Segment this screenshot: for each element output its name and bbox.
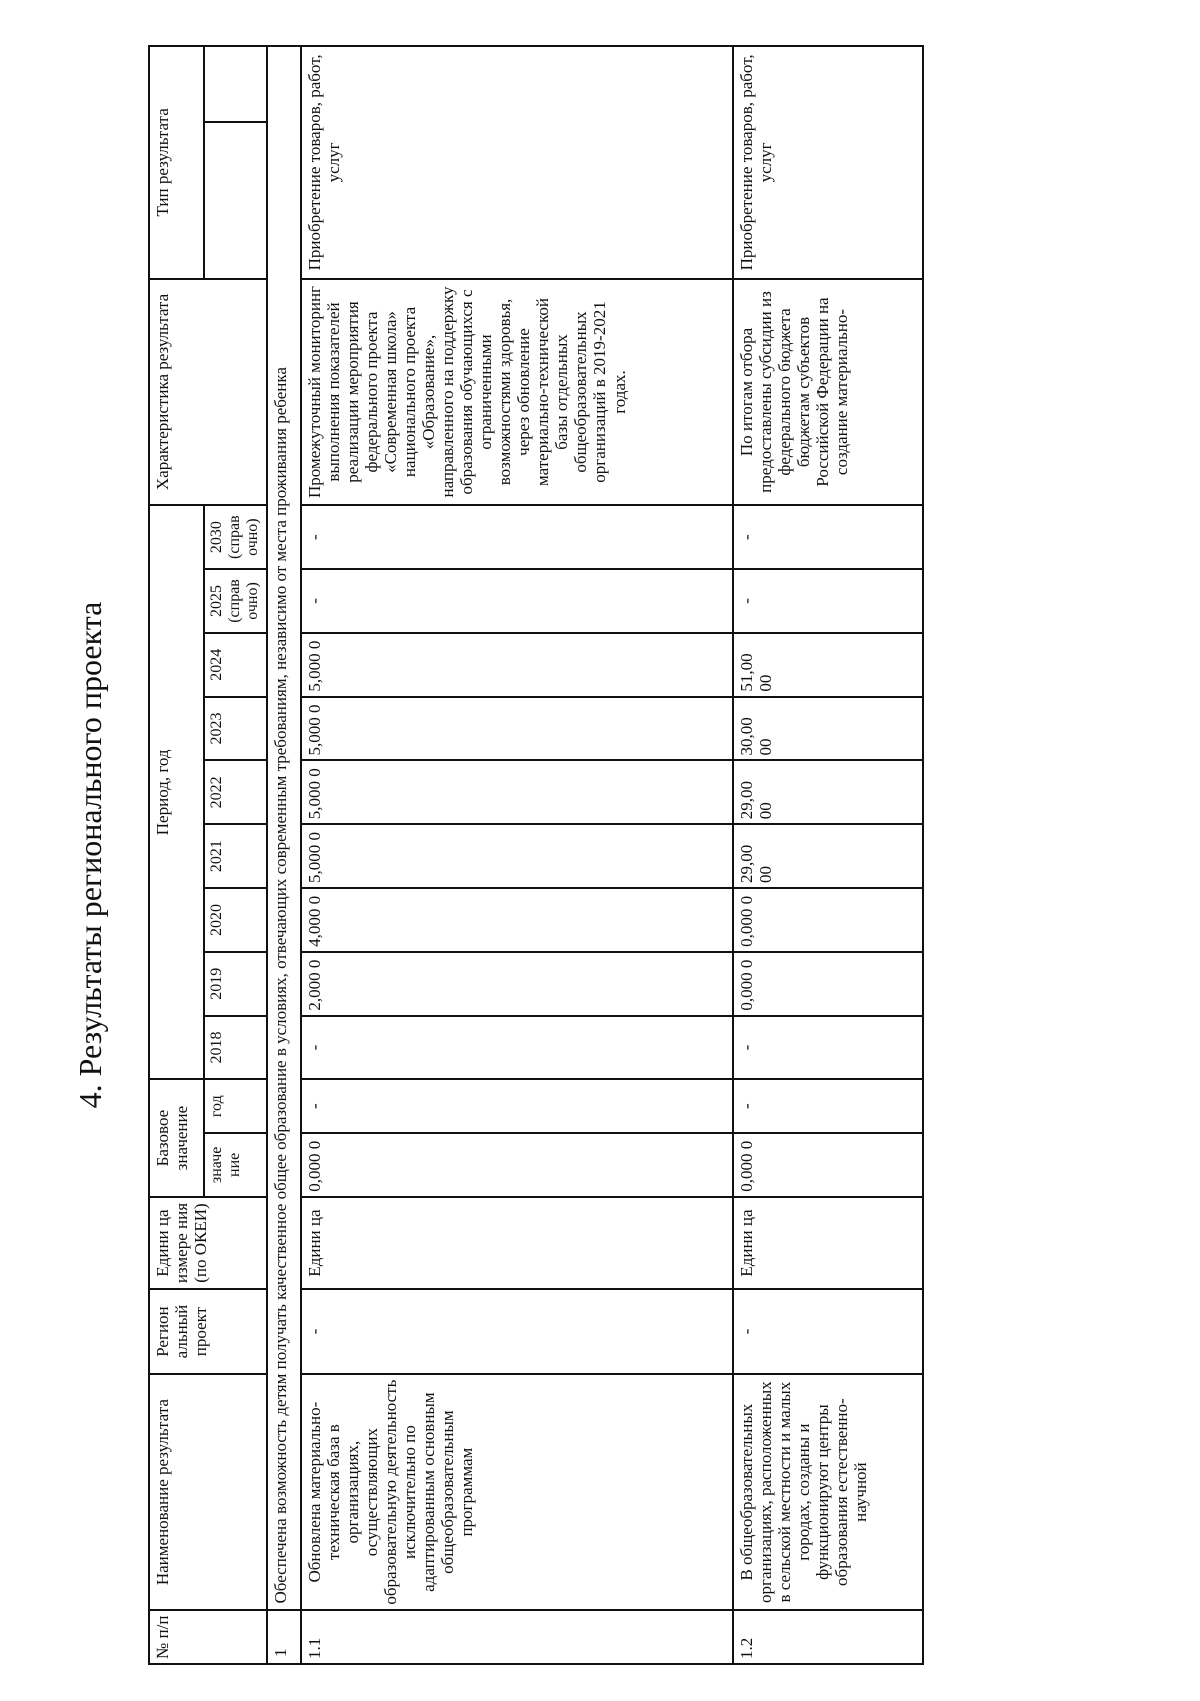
header-period: Период, год [149, 505, 204, 1079]
row-unit: Едини ца [301, 1197, 733, 1290]
row-type: Приобретение товаров, работ, услуг [301, 46, 733, 279]
header-year: 2025 (справ очно) [204, 569, 267, 633]
header-base-year: год [204, 1079, 267, 1133]
row-base-value: 0,000 0 [301, 1133, 733, 1197]
row-type: Приобретение товаров, работ, услуг [733, 46, 923, 279]
row-value: 5,000 0 [301, 760, 733, 824]
row-base-year: - [301, 1079, 733, 1133]
row-name: В общеобразовательных организациях, расположенных в сельской местности и малых городах, созданы и функционируют центры образования естественно-научной [733, 1374, 923, 1611]
section-row [267, 46, 301, 1664]
row-num: 1.2 [733, 1610, 923, 1664]
row-value: 30,00 00 [733, 697, 923, 761]
row-value: 5,000 0 [301, 824, 733, 888]
table-row [733, 46, 923, 1664]
row-value: - [733, 505, 923, 569]
header-year: 2023 [204, 697, 267, 761]
page-title: 4. Результаты регионального проекта [72, 601, 108, 1109]
section-num: 1 [267, 1610, 301, 1664]
row-base-year: - [733, 1079, 923, 1133]
row-value: 5,000 0 [301, 633, 733, 697]
row-regional: - [301, 1289, 733, 1373]
header-year: 2022 [204, 760, 267, 824]
row-value: - [733, 569, 923, 633]
row-value: - [301, 1016, 733, 1080]
header-base: Базовое значение [149, 1079, 204, 1196]
row-value: 0,000 0 [733, 952, 923, 1016]
table-row [301, 46, 733, 1664]
header-year: 2018 [204, 1016, 267, 1080]
header-year: 2020 [204, 888, 267, 952]
results-table [148, 45, 924, 1665]
row-value: 0,000 0 [733, 888, 923, 952]
row-base-value: 0,000 0 [733, 1133, 923, 1197]
rotated-page [60, 45, 1100, 1665]
row-unit: Едини ца [733, 1197, 923, 1290]
header-type: Тип результата [149, 46, 204, 279]
row-value: 2,000 0 [301, 952, 733, 1016]
row-value: 29,00 00 [733, 824, 923, 888]
header-characteristic: Характеристика результата [149, 279, 267, 505]
row-value: 4,000 0 [301, 888, 733, 952]
header-num: № п/п [149, 1610, 267, 1664]
row-characteristic: По итогам отбора предоставлены субсидии из федерального бюджета бюджетам субъектов Российской Федерации на создание материально- [733, 279, 923, 505]
header-year: 2030 (справ очно) [204, 505, 267, 569]
row-name: Обновлена материально-техническая база в организациях, осуществляющих образовательную деятельность исключительно по адаптированным основным общеобразовательным программам [301, 1374, 733, 1611]
header-type-sub [204, 122, 267, 278]
header-name: Наименование результата [149, 1374, 267, 1611]
header-year: 2021 [204, 824, 267, 888]
header-year: 2024 [204, 633, 267, 697]
row-value: - [301, 505, 733, 569]
header-regional: Регион альный проект [149, 1289, 267, 1373]
row-num: 1.1 [301, 1610, 733, 1664]
header-unit: Едини ца измере ния (по ОКЕИ) [149, 1197, 267, 1290]
row-value: - [733, 1016, 923, 1080]
row-value: 5,000 0 [301, 697, 733, 761]
header-type-sub [204, 46, 267, 122]
row-value: - [301, 569, 733, 633]
header-year: 2019 [204, 952, 267, 1016]
row-value: 29,00 00 [733, 760, 923, 824]
header-base-value: значе ние [204, 1133, 267, 1197]
row-value: 51,00 00 [733, 633, 923, 697]
row-characteristic: Промежуточный мониторинг выполнения показателей реализации мероприятия федерального проекта «Современная школа» национального проекта «Образование», направленного на поддержку образования обучающихся с ограниченными возможностями здоровья, через обновление материально-технической базы отдельных общеобразовательных организаций в 2019-2021 годах. [301, 279, 733, 505]
section-text: Обеспечена возможность детям получать качественное общее образование в условиях, отвечающих современным требованиям, независимо от места проживания ребенка [267, 46, 301, 1610]
row-regional: - [733, 1289, 923, 1373]
